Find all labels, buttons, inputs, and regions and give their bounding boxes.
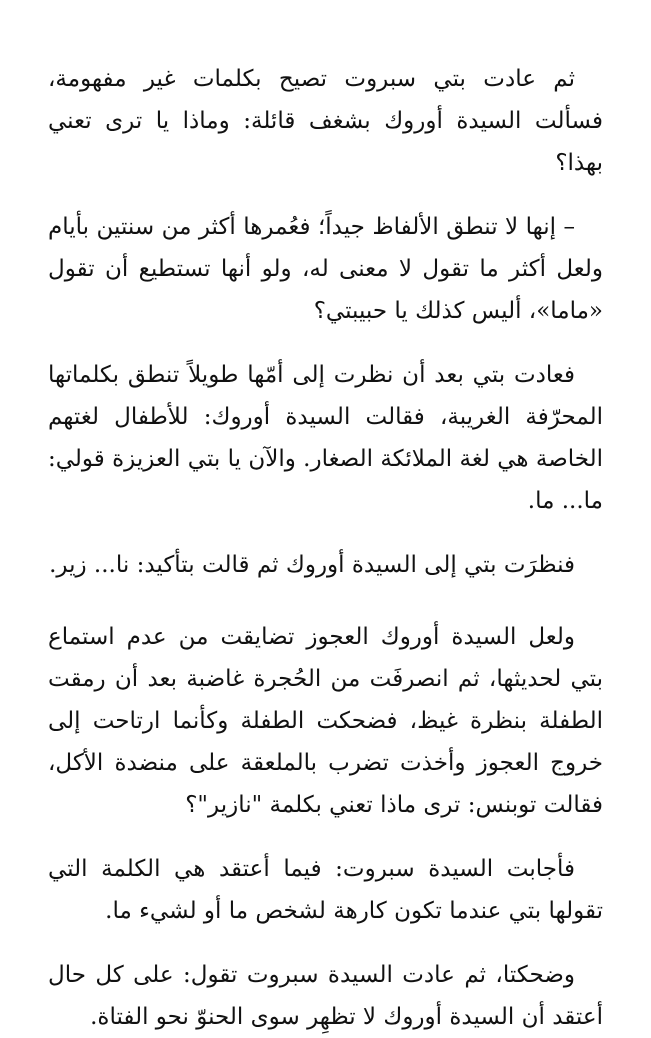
paragraph-5: ولعل السيدة أوروك العجوز تضايقت من عدم استماع بتي لحديثها، ثم انصرفَت من الحُجرة غاضبة بعد أن رمقت الطفلة بنظرة غيظ، فضحكت الطفلة وكأنما ارتاحت إلى خروج العجوز وأخذت تضرب بالملعقة على منضدة الأكل، فقالت توبنس: ترى ماذا تعني بكلمة "نازير"؟: [48, 624, 603, 818]
page-text: [48, 58, 603, 1038]
paragraph-3: فعادت بتي بعد أن نظرت إلى أمّها طويلاً تنطق بكلماتها المحرّفة الغريبة، فقالت السيدة أوروك: للأطفال لغتهم الخاصة هي لغة الملائكة الصغار. والآن يا بتي العزيزة قولي: ما... ما.: [48, 362, 603, 514]
paragraph-6: فأجابت السيدة سبروت: فيما أعتقد هي الكلمة التي تقولها بتي عندما تكون كارهة لشخص ما أو لشيء ما.: [48, 856, 603, 924]
paragraph-1: ثم عادت بتي سبروت تصيح بكلمات غير مفهومة، فسألت السيدة أوروك بشغف قائلة: وماذا يا ترى تعني بهذا؟: [48, 66, 603, 176]
paragraph-2: – إنها لا تنطق الألفاظ جيداً؛ فعُمرها أكثر من سنتين بأيام ولعل أكثر ما تقول لا معنى له، ولو أنها تستطيع أن تقول «ماما»، أليس كذلك يا حبيبتي؟: [48, 214, 603, 324]
paragraph-4: فنظرَت بتي إلى السيدة أوروك ثم قالت بتأكيد: نا... زير.: [49, 552, 575, 578]
paragraph-7: وضحكتا، ثم عادت السيدة سبروت تقول: على كل حال أعتقد أن السيدة أوروك لا تظهِر سوى الحنوّ نحو الفتاة.: [48, 962, 603, 1030]
